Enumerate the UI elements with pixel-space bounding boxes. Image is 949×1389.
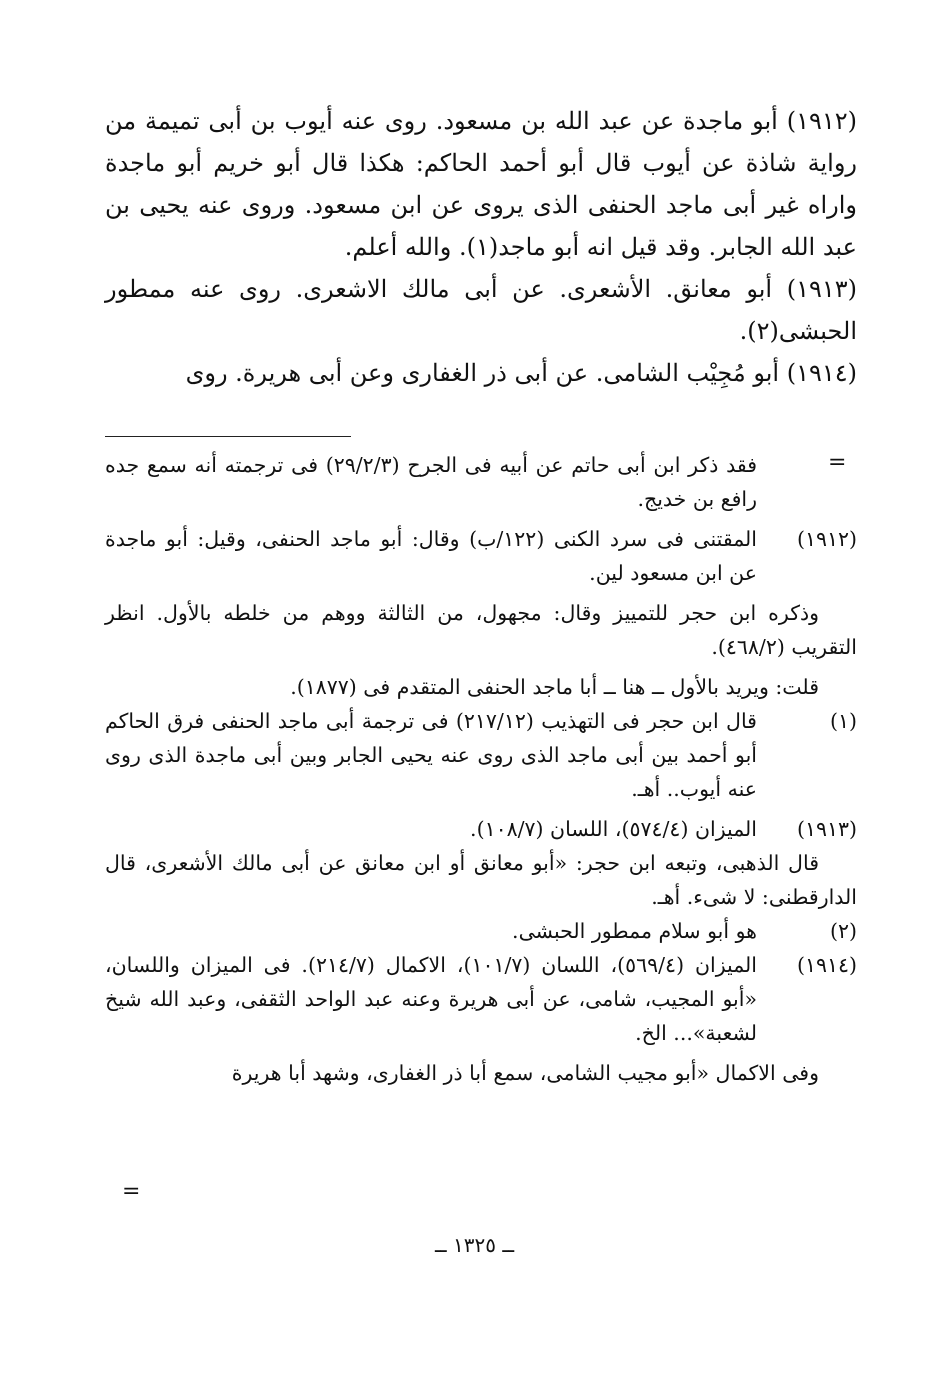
footnote-2: (٢) هو أبو سلام ممطور الحبشى. — [105, 914, 857, 948]
page-number: ــ ١٣٢٥ ــ — [434, 1233, 515, 1257]
entry-1914: (١٩١٤) أبو مُجِيْب الشامى. عن أبى ذر الغفارى وعن أبى هريرة. روى — [185, 359, 857, 387]
main-text — [105, 100, 857, 394]
footnote-label: (١٩١٤) — [796, 953, 857, 977]
footnote-1: (١) قال ابن حجر فى التهذيب (٢١٧/١٢) فى ترجمة أبى ماجد الحنفى فرق الحاكم أبو أحمد بين أبى ماجد الذى روى عنه يحيى الجابر وبين أبى ماجدة الذى روى عنه أيوب.. أهـ. — [105, 704, 857, 806]
footnote-1913-dhahabi: قال الذهبى، وتبعه ابن حجر: «أبو معانق أو ابن معانق عن أبى مالك الأشعرى، قال الدارقطنى: لا شىء. أهـ. — [105, 851, 857, 909]
footnote-label: (١٩١٢) — [796, 527, 857, 551]
footnote-1913: (١٩١٣) الميزان (٥٧٤/٤)، اللسان (١٠٨/٧). — [105, 812, 857, 846]
footnote-label: (١٩١٣) — [796, 817, 857, 841]
footnote-1914-ikmal: وفى الاكمال «أبو مجيب الشامى، سمع أبا ذر الغفارى، وشهد أبا هريرة — [231, 1061, 819, 1085]
entry-1912: (١٩١٢) أبو ماجدة عن عبد الله بن مسعود. روى عنه أيوب بن أبى تميمة من رواية شاذة عن أيوب قال أبو أحمد الحاكم: هكذا قال أبو خريم أبو ماجدة واراه غير أبى ماجد الحنفى الذى يروى عن ابن مسعود. وروى عنه يحيى بن عبد الله الجابر. وقد قيل انه أبو ماجد(١). والله أعلم. — [105, 107, 857, 261]
footnote-1914: (١٩١٤) الميزان (٥٦٩/٤)، اللسان (١٠١/٧)، الاكمال (٢١٤/٧). فى الميزان واللسان، «أبو المجيب، شامى، عن أبى هريرة وعنه عبد الواحد الثقفى، وعبد الله شيخ لشعبة»... الخ. — [105, 948, 857, 1050]
footnote-label: (٢) — [829, 919, 857, 943]
footnote-continued: فقد ذكر ابن أبى حاتم عن أبيه فى الجرح (٢٩/٢/٣) فى ترجمته أنه سمع جده رافع بن خديج. — [105, 453, 758, 511]
footnote-1912: (١٩١٢) المقتنى فى سرد الكنى (١٢٢/ب) وقال: أبو ماجد الحنفى، وقيل: أبو ماجدة عن ابن مسعود لين. — [105, 522, 857, 590]
footnote-label: (١) — [829, 709, 857, 733]
continuation-mark-bottom: = — [122, 1179, 141, 1204]
continuation-mark-top: = — [828, 450, 847, 475]
footnote-1912-ibn-hajar: وذكره ابن حجر للتمييز وقال: مجهول، من الثالثة ووهم من خلطه بالأول. انظر التقريب (٤٦٨/٢). — [105, 601, 857, 659]
entry-1913: (١٩١٣) أبو معانق. الأشعرى. عن أبى مالك الاشعرى. روى عنه ممطور الحبشى(٢). — [105, 275, 857, 345]
footnotes — [105, 448, 857, 1090]
footnote-1912-note: قلت: ويريد بالأول ــ هنا ــ أبا ماجد الحنفى المتقدم فى (١٨٧٧). — [290, 675, 819, 699]
footnote-separator — [105, 436, 351, 437]
